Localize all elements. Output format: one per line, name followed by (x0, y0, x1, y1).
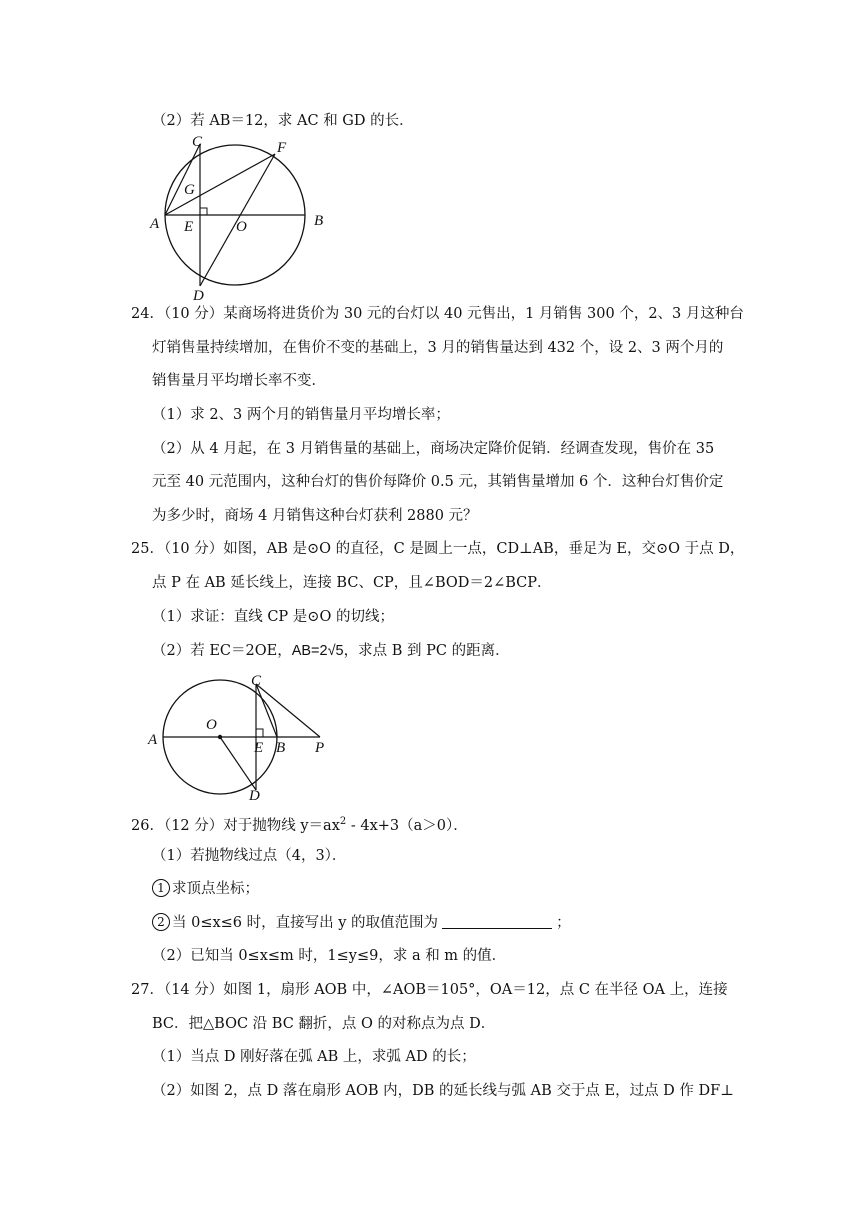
q27-part1: （1）当点 D 刚好落在弧 AB 上，求弧 AD 的长； (152, 1049, 476, 1065)
q26-sub1-text: 求顶点坐标； (172, 881, 259, 897)
q23-figure (140, 132, 340, 302)
q26-stem-suffix: - 4x+3（a＞0）． (346, 817, 468, 834)
q25-part2-prefix: （2）若 EC＝2OE， (152, 643, 292, 659)
q26-part1: （1）若抛物线过点（4，3）． (152, 848, 347, 864)
answer-blank[interactable] (442, 914, 552, 929)
q25-label-O: O (206, 717, 217, 733)
q23-label-F: F (277, 140, 287, 156)
q26-sub2-suffix: ； (556, 915, 571, 931)
q25-label-A: A (148, 732, 158, 748)
q26-sub2 (152, 913, 571, 933)
q25-stem-line1: 25．（10 分）如图，AB 是⊙O 的直径，C 是圆上一点，CD⊥AB，垂足为 E，交⊙O 于点 D， (131, 541, 745, 557)
q26-stem-prefix: 26．（12 分）对于抛物线 y＝ax (131, 817, 340, 834)
q25-label-E: E (254, 740, 264, 756)
q23-label-B: B (314, 213, 324, 229)
q25-part1: （1）求证：直线 CP 是⊙O 的切线； (152, 609, 394, 625)
q25-label-D: D (249, 788, 260, 800)
q26-sub2-text: 当 0≤x≤6 时，直接写出 y 的取值范围为 (172, 915, 439, 931)
circled-number-1: 1 (152, 879, 170, 897)
q25-formula: AB=2√5 (291, 643, 344, 659)
q26-exponent: 2 (339, 816, 347, 827)
q24-stem-line1: 24．（10 分）某商场将进货价为 30 元的台灯以 40 元售出，1 月销售 300 个，2、3 月这种台 (131, 306, 744, 322)
q24-part2-line1: （2）从 4 月起，在 3 月销售量的基础上，商场决定降价促销．经调查发现，售价在 35 (152, 441, 715, 457)
q23-label-E: E (184, 219, 194, 235)
circled-number-2: 2 (152, 913, 170, 931)
q23-label-G: G (184, 182, 195, 198)
q25-part2-suffix: ，求点 B 到 PC 的距离． (343, 643, 510, 659)
q27-stem-line2: BC．把△BOC 沿 BC 翻折，点 O 的对称点为点 D． (152, 1016, 496, 1032)
q25-label-B: B (276, 740, 286, 756)
q23-label-C: C (192, 134, 203, 150)
q27-stem-line1: 27．（14 分）如图 1，扇形 AOB 中，∠AOB＝105°，OA＝12，点 C 在半径 OA 上，连接 (131, 982, 728, 998)
q24-stem-line2: 灯销售量持续增加，在售价不变的基础上，3 月的销售量达到 432 个，设 2、3 两个月的 (152, 340, 724, 356)
q25-label-C: C (251, 673, 262, 689)
q26-stem (131, 812, 468, 836)
q23-label-A: A (150, 216, 160, 232)
q25-label-P: P (315, 740, 325, 756)
q25-figure (140, 670, 340, 800)
q24-part2-line2: 元至 40 元范围内，这种台灯的售价每降价 0.5 元，其销售量增加 6 个．这种台灯售价定 (152, 474, 724, 490)
q25-part2 (152, 641, 510, 661)
q24-part2-line3: 为多少时，商场 4 月销售这种台灯获利 2880 元？ (152, 508, 478, 524)
q23-part2: （2）若 AB＝12，求 AC 和 GD 的长． (152, 113, 414, 129)
q23-label-D: D (193, 288, 204, 302)
q23-label-O: O (236, 219, 247, 235)
q26-sub1 (152, 879, 259, 899)
q26-part2: （2）已知当 0≤x≤m 时，1≤y≤9，求 a 和 m 的值． (152, 948, 507, 964)
q27-part2: （2）如图 2，点 D 落在扇形 AOB 内，DB 的延长线与弧 AB 交于点 E，过点 D 作 DF⊥ (152, 1083, 734, 1099)
q25-stem-line2: 点 P 在 AB 延长线上，连接 BC、CP，且∠BOD＝2∠BCP． (152, 575, 552, 591)
q24-stem-line3: 销售量月平均增长率不变． (152, 373, 326, 389)
q24-part1: （1）求 2、3 两个月的销售量月平均增长率； (152, 407, 450, 423)
